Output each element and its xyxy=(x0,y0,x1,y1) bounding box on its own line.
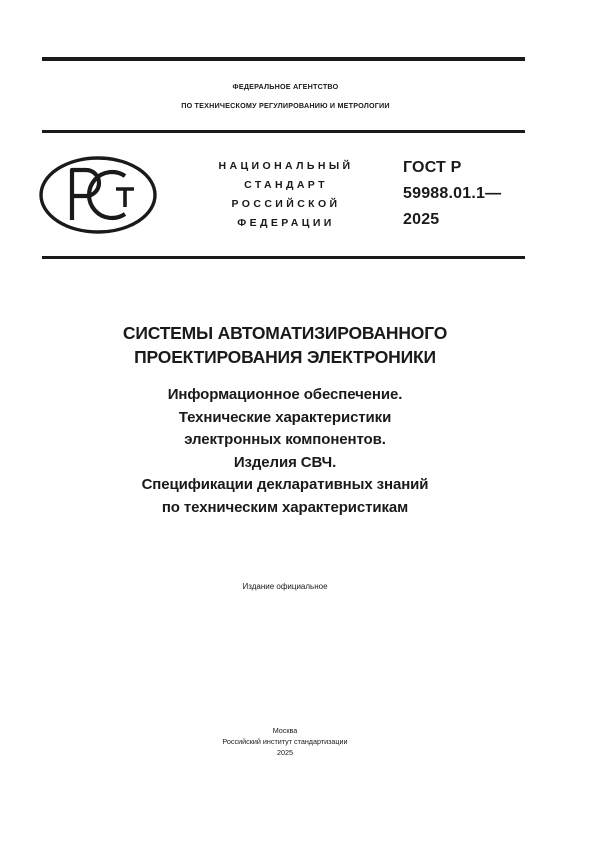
document-subtitle xyxy=(0,384,570,519)
designation-line2: 59988.01.1— xyxy=(403,185,502,202)
imprint-year: 2025 xyxy=(277,748,293,757)
standard-designation xyxy=(403,155,501,233)
imprint xyxy=(0,725,570,758)
national-standard-line2: СТАНДАРТ xyxy=(244,179,328,191)
subtitle-line6: по техническим характеристикам xyxy=(161,498,409,516)
national-standard-block xyxy=(190,157,382,233)
imprint-publisher: Российский институт стандартизации xyxy=(222,737,348,746)
subtitle-line1: Информационное обеспечение. xyxy=(167,386,403,403)
subtitle-line3: электронных компонентов. xyxy=(184,431,386,448)
subtitle-line2: Технические характеристики xyxy=(178,408,392,426)
title-line1: СИСТЕМЫ АВТОМАТИЗИРОВАННОГО xyxy=(122,323,448,343)
top-rule xyxy=(42,57,525,61)
document-title xyxy=(0,321,570,369)
rst-certification-mark-icon xyxy=(39,156,157,234)
national-standard-line1: НАЦИОНАЛЬНЫЙ xyxy=(218,160,354,172)
imprint-city: Москва xyxy=(272,726,298,735)
header-bottom-rule xyxy=(42,256,525,259)
subtitle-line5: Спецификации декларативных знаний xyxy=(141,476,429,493)
agency-name-line1: ФЕДЕРАЛЬНОЕ АГЕНТСТВО xyxy=(232,82,339,91)
title-line2: ПРОЕКТИРОВАНИЯ ЭЛЕКТРОНИКИ xyxy=(134,347,436,367)
national-standard-line4: ФЕДЕРАЦИИ xyxy=(237,217,335,229)
subtitle-line4: Изделия СВЧ. xyxy=(233,453,337,471)
designation-line1: ГОСТ Р xyxy=(403,159,462,176)
header-rule xyxy=(42,130,525,133)
designation-line3: 2025 xyxy=(403,211,440,228)
edition-note: Издание официальное xyxy=(242,582,328,591)
agency-name-line2: ПО ТЕХНИЧЕСКОМУ РЕГУЛИРОВАНИЮ И МЕТРОЛОГИИ xyxy=(181,101,390,110)
national-standard-line3: РОССИЙСКОЙ xyxy=(231,198,341,210)
